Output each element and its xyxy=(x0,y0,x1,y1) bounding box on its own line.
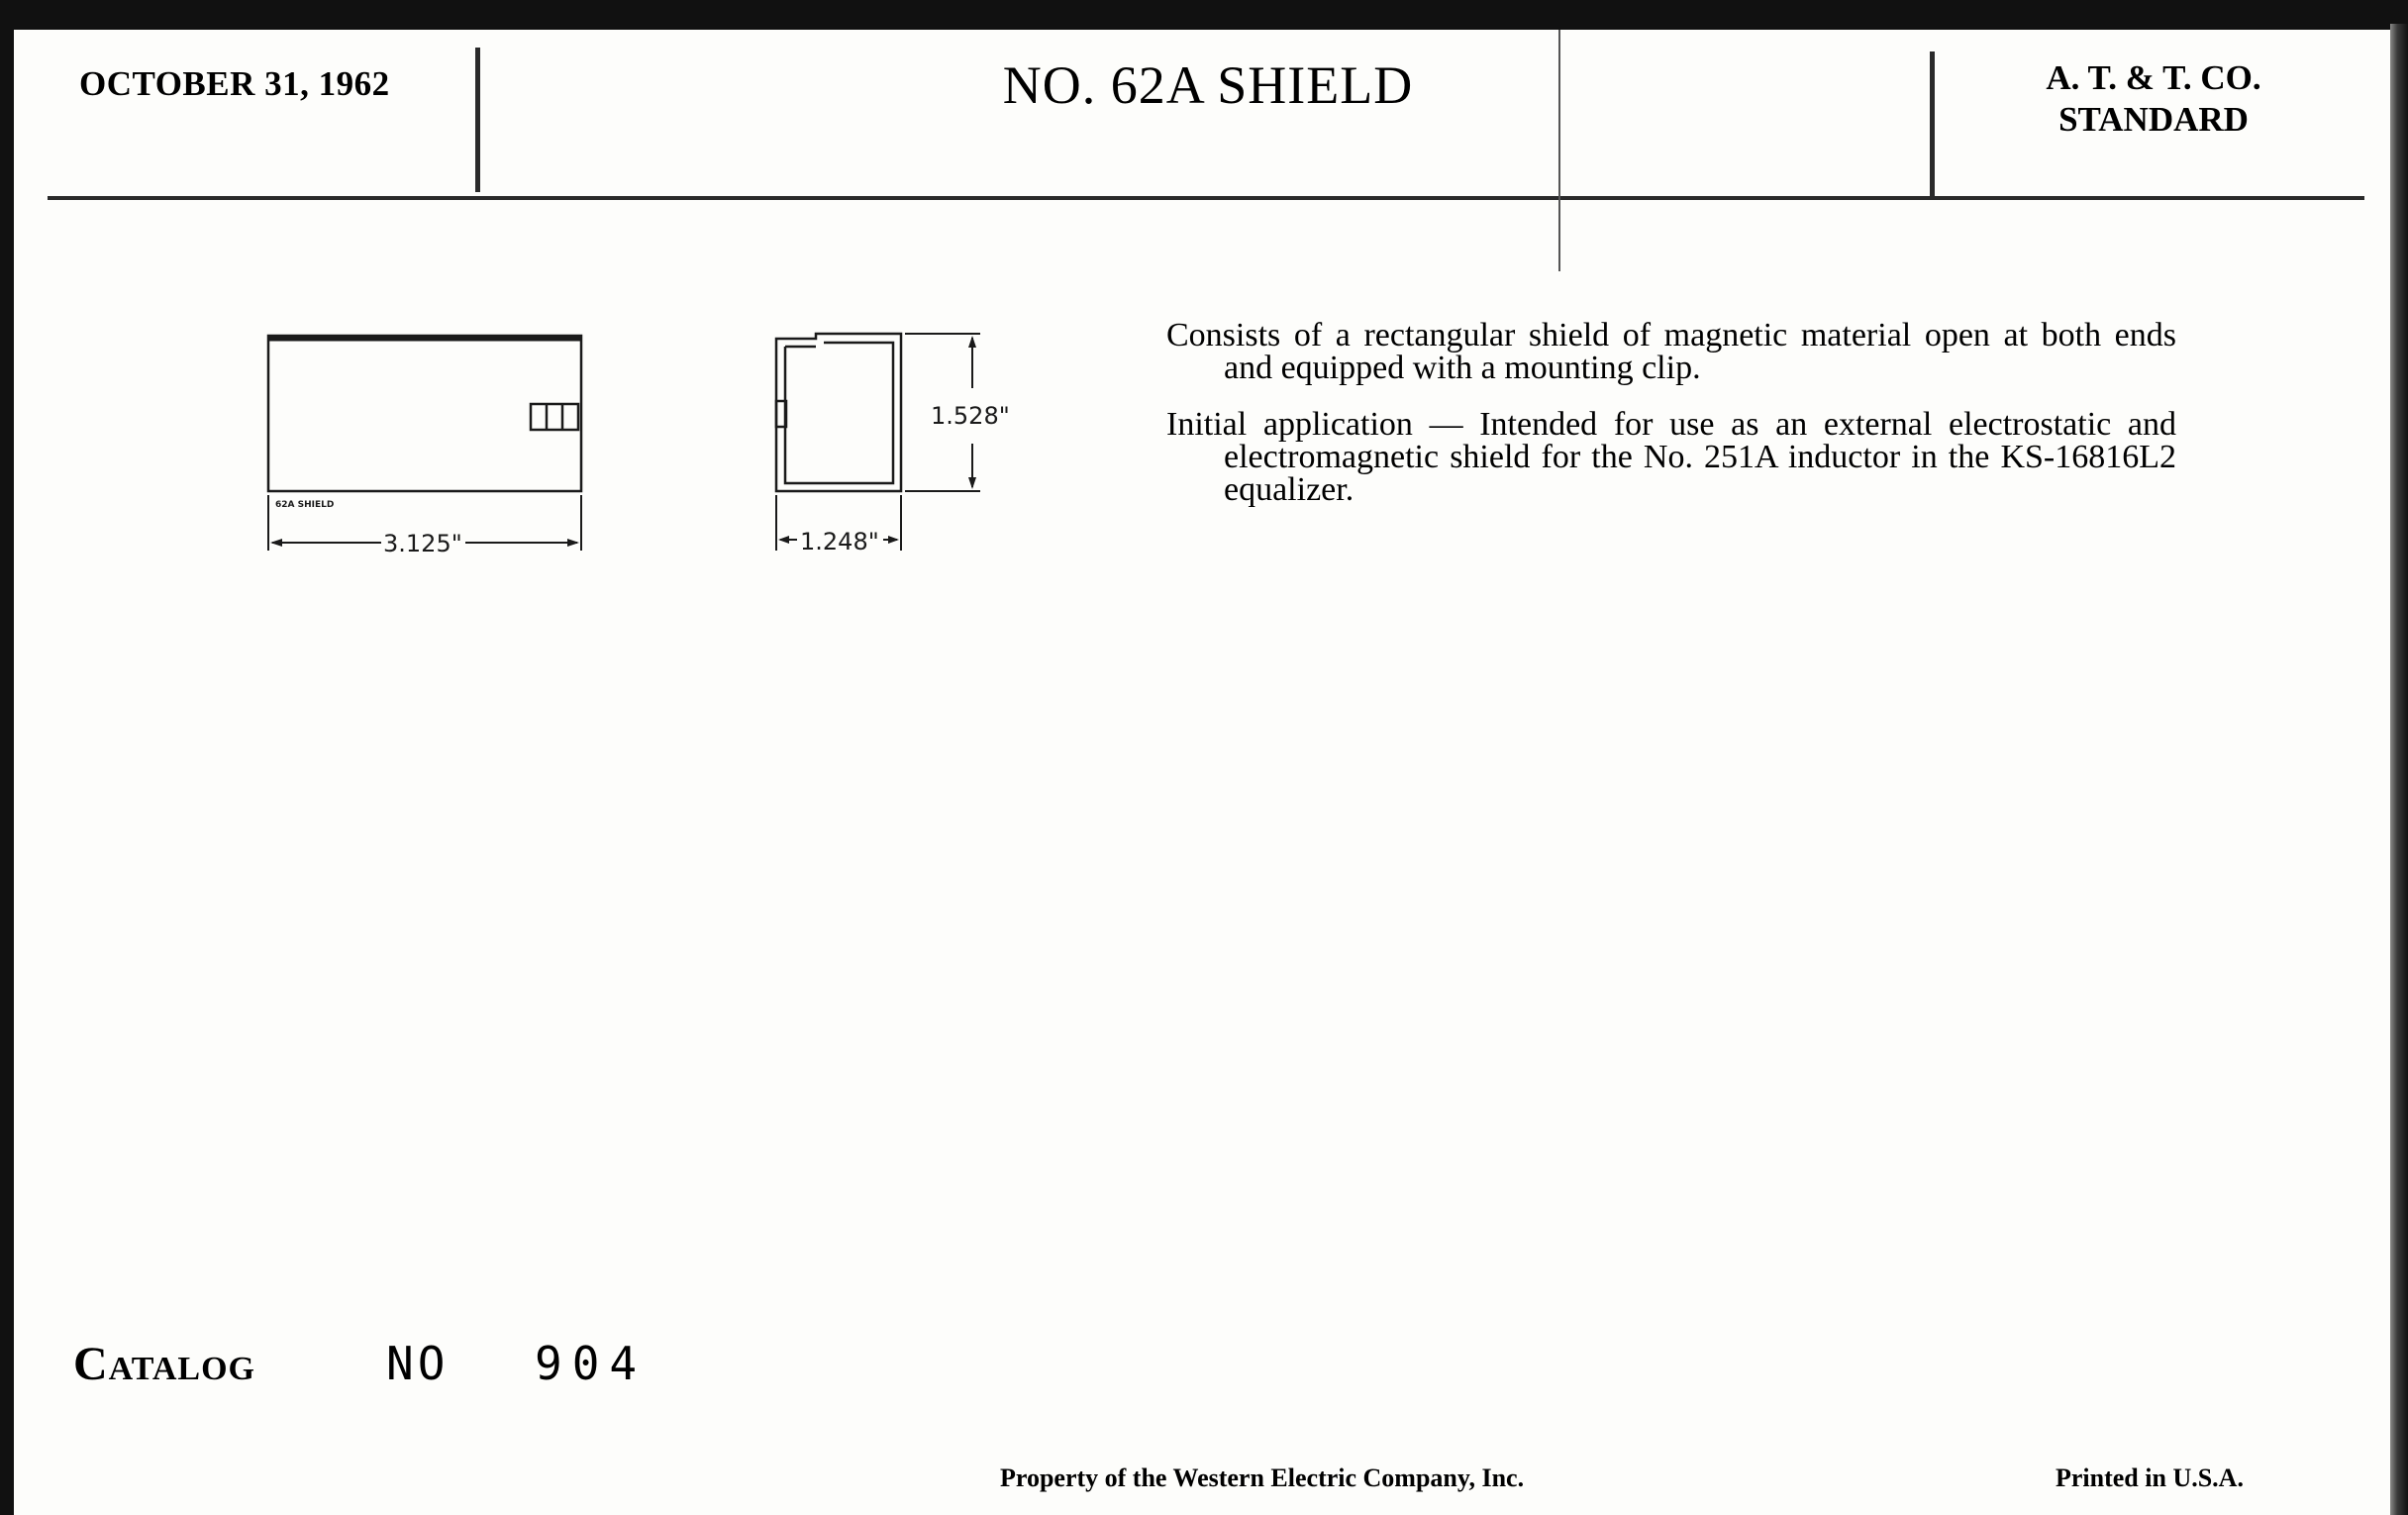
footer-property: Property of the Western Electric Company, Inc. xyxy=(1000,1464,1525,1492)
standard-line-2: STANDARD xyxy=(2058,100,2249,139)
description-paragraph-2: Initial application — Intended for use as an external electrostatic and electromagnetic shield for the No. 251A inductor in the KS-16816L2 equalizer. xyxy=(1166,406,2176,508)
description xyxy=(1166,319,2176,530)
catalog-label: Catalog xyxy=(73,1338,255,1390)
end-view xyxy=(776,334,980,551)
catalog-number: 904 xyxy=(535,1337,648,1390)
front-label: 62A SHIELD xyxy=(275,500,335,510)
height-dimension: 1.528" xyxy=(931,402,1010,430)
depth-dimension: 1.248" xyxy=(800,528,879,556)
description-paragraph-1: Consists of a rectangular shield of magnetic material open at both ends and equipped with a mounting clip. xyxy=(1166,317,2176,386)
catalog-no-label: NO xyxy=(386,1337,450,1390)
front-view xyxy=(268,336,581,551)
standard-line-1: A. T. & T. CO. xyxy=(2046,58,2261,97)
page-title: NO. 62A SHIELD xyxy=(1002,55,1414,115)
header-date: OCTOBER 31, 1962 xyxy=(79,64,390,103)
footer-printed: Printed in U.S.A. xyxy=(2056,1464,2244,1492)
width-dimension: 3.125" xyxy=(383,530,462,557)
